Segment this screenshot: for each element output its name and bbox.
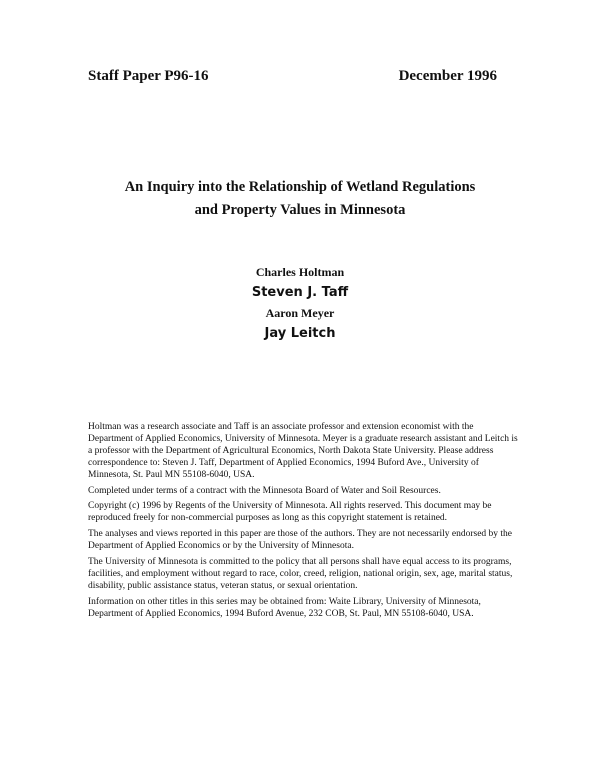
title-line-2: and Property Values in Minnesota: [194, 202, 406, 218]
author-list: [0, 263, 600, 345]
author-holtman: Charles Holtman: [255, 265, 345, 279]
author-leitch: Jay Leitch: [264, 326, 336, 341]
author-affiliations-note: Holtman was a research associate and Taff is an associate professor and extension economist with the Department of Applied Economics, University of Minnesota. Meyer is a graduate research assistant and Leitch is a professor with the Department of Agricultural Economics, North Dakota State University. Please address correspondence to: Steven J. Taff, Department of Applied Economics, 1994 Buford Ave., University of Minnesota, St. Paul MN 55108-6040, USA.: [88, 422, 518, 480]
disclaimer-note: The analyses and views reported in this paper are those of the authors. They are not necessarily endorsed by the Department of Applied Economics or by the University of Minnesota.: [88, 529, 513, 552]
contract-note: Completed under terms of a contract with the Minnesota Board of Water and Soil Resources.: [88, 485, 441, 496]
copyright-note: Copyright (c) 1996 by Regents of the University of Minnesota. All rights reserved. This document may be reproduced freely for non-commercial purposes as long as this copyright statement is retained.: [88, 501, 492, 524]
publication-date: December 1996: [398, 68, 497, 84]
staff-paper-number: Staff Paper P96-16: [88, 68, 209, 84]
author-meyer: Aaron Meyer: [265, 306, 335, 320]
title-line-1: An Inquiry into the Relationship of Wetland Regulations: [124, 179, 476, 195]
front-matter-notes: [88, 422, 520, 625]
paper-title: [0, 176, 600, 222]
series-info-note: Information on other titles in this series may be obtained from: Waite Library, University of Minnesota, Department of Applied Economics, 1994 Buford Avenue, 232 COB, St. Paul, MN 55108-6040, USA.: [88, 596, 481, 619]
equal-access-note: The University of Minnesota is committed to the policy that all persons shall have equal access to its programs, facilities, and employment without regard to race, color, creed, religion, national origin, sex, age, marital status, disability, public assistance status, veteran status, or sexual orientation.: [88, 557, 513, 591]
author-taff: Steven J. Taff: [251, 285, 349, 300]
